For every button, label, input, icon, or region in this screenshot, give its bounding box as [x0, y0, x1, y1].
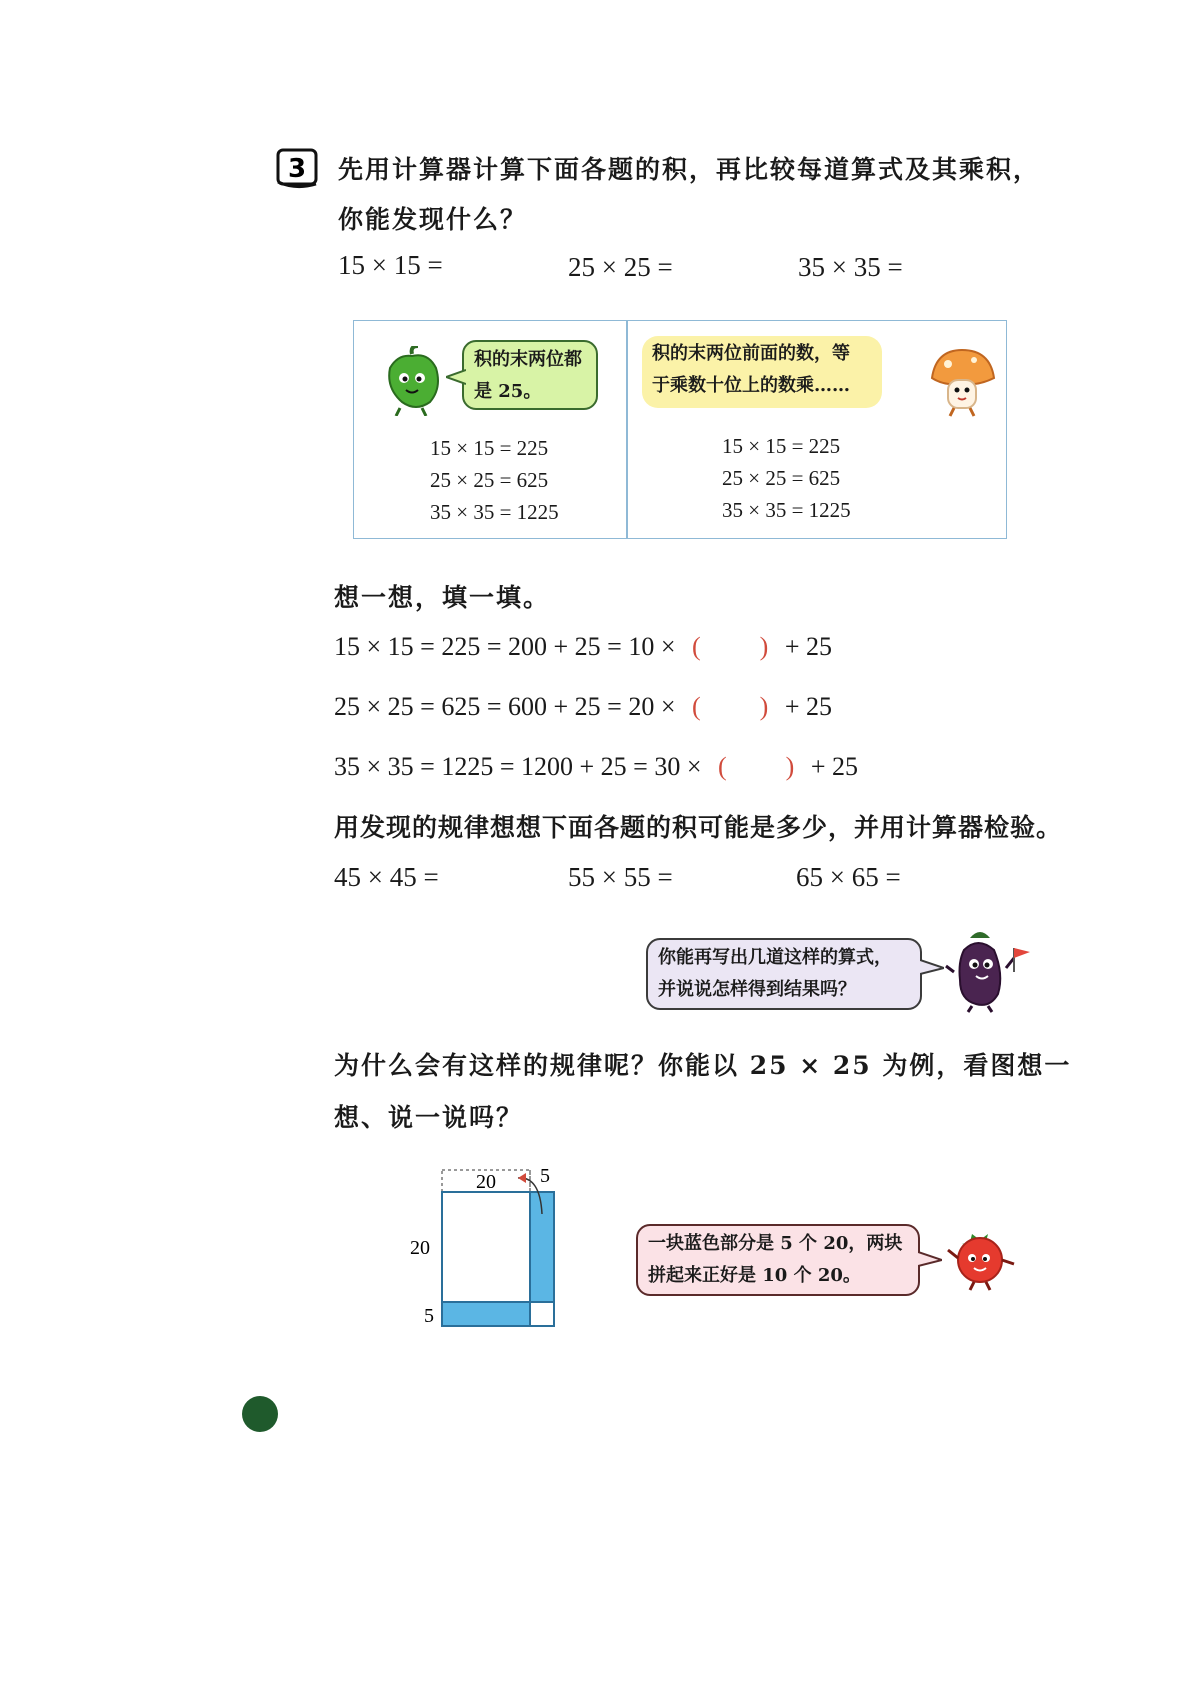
problem-number: 3 — [287, 154, 307, 184]
equation: 25 × 25 = — [568, 252, 673, 282]
question-line-2: 你能发现什么？ — [338, 205, 528, 234]
fill-row-left: 15 × 15 = 225 = 200 + 25 = 10 × — [334, 632, 676, 661]
bubble-text: 拼起来正好是 10 个 20。 — [648, 1265, 861, 1286]
result-line: 25 × 25 = 625 — [430, 468, 549, 492]
apply-instruction: 用发现的规律想想下面各题的积可能是多少，并用计算器检验。 — [334, 813, 1063, 842]
bubble-text: 积的末两位都 — [474, 349, 582, 370]
fill-heading: 想一想，填一填。 — [334, 583, 551, 612]
box-divider — [626, 320, 628, 539]
answer-blank-close[interactable]: ) — [785, 752, 795, 781]
fill-row-right: + 25 — [784, 632, 832, 661]
fill-row-left: 35 × 35 = 1225 = 1200 + 25 = 30 × — [334, 752, 702, 781]
fill-row — [334, 692, 832, 722]
arrow-head — [518, 1173, 526, 1183]
fill-row-right: + 25 — [784, 692, 832, 721]
fill-row-right: + 25 — [810, 752, 858, 781]
bubble-tail-icon — [920, 958, 944, 976]
white-square — [442, 1192, 530, 1302]
equation: 45 × 45 = — [334, 862, 439, 892]
bottom-length-label: 5 — [424, 1305, 434, 1327]
bubble-text: 是 25。 — [474, 381, 542, 402]
result-line: 35 × 35 = 1225 — [722, 498, 851, 522]
question-line-1: 先用计算器计算下面各题的积，再比较每道算式及其乘积， — [338, 155, 1041, 184]
fill-row — [334, 632, 832, 662]
tomato-mascot-icon — [944, 1226, 1020, 1292]
bubble-text: 你能再写出几道这样的算式， — [658, 947, 892, 968]
why-line-1: 为什么会有这样的规律呢？你能以 25 × 25 为例，看图想一 — [334, 1051, 1072, 1080]
corner-length-label: 5 — [540, 1166, 550, 1187]
bubble-tail-icon — [918, 1250, 942, 1268]
result-line: 15 × 15 = 225 — [430, 436, 549, 460]
bubble-text: 于乘数十位上的数乘…… — [652, 375, 850, 396]
page-number-dot — [242, 1396, 278, 1432]
fill-row-left: 25 × 25 = 625 = 600 + 25 = 20 × — [334, 692, 676, 721]
equation: 15 × 15 = — [338, 250, 443, 280]
answer-blank-close[interactable]: ) — [759, 632, 769, 661]
answer-blank-close[interactable]: ) — [759, 692, 769, 721]
tomato-speech-bubble — [636, 1224, 920, 1296]
pepper-mascot-icon — [382, 346, 444, 416]
mushroom-speech-bubble — [642, 336, 882, 408]
answer-blank-open[interactable]: ( — [717, 752, 727, 781]
bubble-text: 积的末两位前面的数，等 — [652, 343, 850, 364]
bubble-text: 并说说怎样得到结果吗？ — [658, 979, 856, 1000]
equation: 55 × 55 = — [568, 862, 673, 892]
equation: 65 × 65 = — [796, 862, 901, 892]
result-line: 15 × 15 = 225 — [722, 434, 841, 458]
result-line: 25 × 25 = 625 — [722, 466, 841, 490]
equation: 35 × 35 = — [798, 252, 903, 282]
fill-row — [334, 752, 858, 782]
why-line-2: 想、说一说吗？ — [334, 1103, 524, 1132]
left-length-label: 20 — [410, 1237, 430, 1259]
bubble-text: 一块蓝色部分是 5 个 20，两块 — [648, 1233, 903, 1254]
mushroom-mascot-icon — [926, 346, 998, 418]
area-model-diagram — [400, 1166, 580, 1356]
problem-number-badge — [276, 148, 320, 190]
bubble-tail-icon — [446, 368, 466, 386]
result-line: 35 × 35 = 1225 — [430, 500, 559, 524]
blue-strip-bottom — [442, 1302, 530, 1326]
answer-blank-open[interactable]: ( — [691, 692, 701, 721]
eggplant-speech-bubble — [646, 938, 922, 1010]
eggplant-mascot-icon — [944, 924, 1032, 1014]
top-length-label: 20 — [476, 1171, 496, 1193]
answer-blank-open[interactable]: ( — [691, 632, 701, 661]
pepper-speech-bubble — [462, 340, 598, 410]
small-corner-square — [530, 1302, 554, 1326]
